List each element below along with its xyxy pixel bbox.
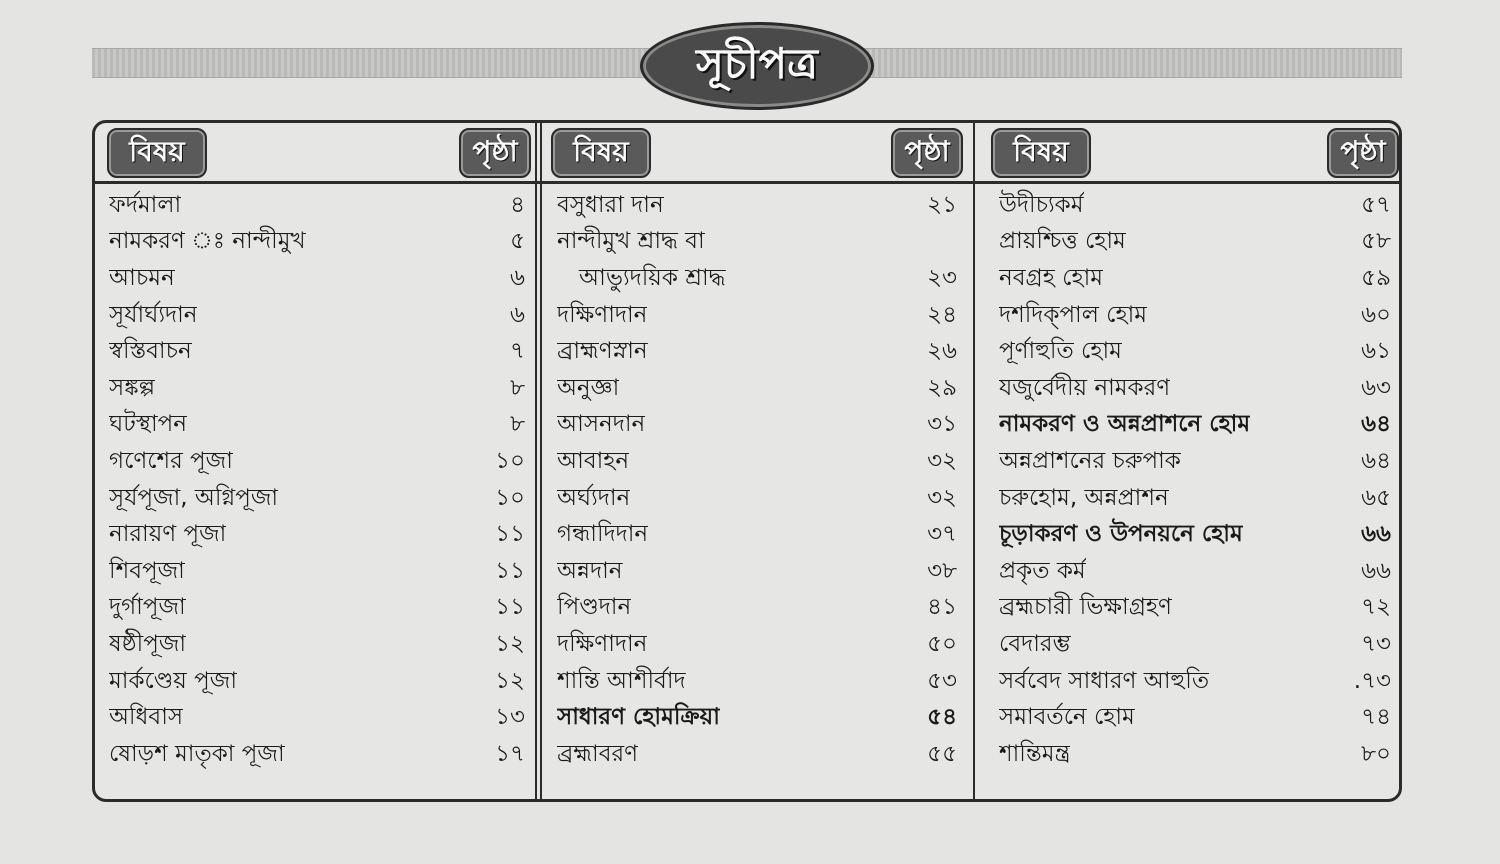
entry-page-number: ৬ [510, 301, 525, 328]
entry-page-number: ২৪ [927, 301, 957, 328]
toc-entry [999, 553, 1391, 590]
toc-entry [109, 699, 525, 736]
entry-page-number: ১৭ [495, 740, 525, 767]
entry-title: চরুহোম, অন্নপ্রাশন [999, 484, 1169, 511]
entry-page-number: ১০ [495, 484, 525, 511]
entry-page-number: ৬৬ [1361, 557, 1391, 584]
entry-page-number: ৬৬ [1361, 521, 1391, 548]
toc-entry [999, 736, 1391, 773]
entry-page-number: ১০ [495, 447, 525, 474]
toc-entry [109, 187, 525, 224]
toc-entry [999, 590, 1391, 627]
toc-entry [557, 626, 957, 663]
entry-title: আচমন [109, 264, 175, 291]
toc-column-1 [109, 187, 525, 797]
toc-entry [557, 224, 957, 261]
entry-page-number: ২১ [927, 191, 957, 218]
entry-page-number: ১৩ [495, 704, 525, 731]
entry-page-number: ৭৩ [1361, 630, 1391, 657]
toc-column-3 [999, 187, 1391, 797]
toc-entry [109, 370, 525, 407]
entry-page-number: ৫৮ [1361, 228, 1391, 255]
column-divider-2 [973, 123, 975, 799]
col2-subject-header: বিষয় [551, 128, 651, 178]
entry-page-number: ৩৭ [927, 521, 957, 548]
col1-subject-header: বিষয় [107, 128, 207, 178]
entry-title: গন্ধাদিদান [557, 521, 649, 548]
toc-entry [109, 443, 525, 480]
entry-title: প্রায়শ্চিত্ত হোম [999, 228, 1126, 255]
toc-entry [557, 699, 957, 736]
entry-page-number: ২৬ [927, 338, 957, 365]
entry-page-number: ৬ [510, 264, 525, 291]
col1-page-header: পৃষ্ঠা [459, 128, 531, 178]
entry-page-number: ৬৪ [1361, 447, 1391, 474]
entry-title: নান্দীমুখ শ্রাদ্ধ বা [557, 228, 705, 255]
entry-title: সাধারণ হোমক্রিয়া [557, 704, 720, 731]
entry-page-number: ৭৪ [1361, 704, 1391, 731]
entry-title: শিবপূজা [109, 557, 185, 584]
toc-entry [999, 443, 1391, 480]
entry-page-number: ৫০ [927, 630, 957, 657]
entry-page-number: ৫৩ [927, 667, 957, 694]
toc-entry [557, 297, 957, 334]
entry-page-number: ২৩ [927, 264, 957, 291]
entry-page-number: ৩৮ [927, 557, 957, 584]
entry-title: অন্নদান [557, 557, 623, 584]
entry-page-number: ৭ [510, 338, 525, 365]
entry-title: প্রকৃত কর্ম [999, 557, 1086, 584]
toc-entry [999, 224, 1391, 261]
entry-page-number: ৩১ [927, 411, 957, 438]
toc-entry [557, 480, 957, 517]
toc-column-2 [557, 187, 957, 797]
toc-entry [557, 663, 957, 700]
entry-page-number: ৮ [510, 411, 525, 438]
entry-title: অনুজ্ঞা [557, 374, 620, 401]
toc-entry [109, 553, 525, 590]
toc-entry [557, 516, 957, 553]
toc-entry [109, 260, 525, 297]
entry-title: সূর্যপূজা, অগ্নিপূজা [109, 484, 279, 511]
entry-title: সমাবর্তনে হোম [999, 704, 1135, 731]
entry-page-number: ৬৩ [1361, 374, 1391, 401]
entry-title: গণেশের পূজা [109, 447, 233, 474]
entry-title: নবগ্রহ হোম [999, 264, 1104, 291]
entry-title: ব্রাহ্মণস্নান [557, 338, 648, 365]
entry-page-number: ৮ [510, 374, 525, 401]
entry-page-number: ১১ [495, 557, 525, 584]
toc-entry [557, 260, 957, 297]
title-badge [640, 22, 874, 110]
entry-title: ষোড়শ মাতৃকা পূজা [109, 740, 285, 767]
toc-entry [557, 443, 957, 480]
entry-title: শান্তি আশীর্বাদ [557, 667, 686, 694]
entry-title: ব্রহ্মাবরণ [557, 740, 639, 767]
entry-title: মার্কণ্ডেয় পূজা [109, 667, 237, 694]
toc-entry [999, 626, 1391, 663]
toc-entry [999, 187, 1391, 224]
toc-entry [109, 224, 525, 261]
toc-entry [999, 663, 1391, 700]
entry-title: ফর্দমালা [109, 191, 182, 218]
toc-entry [109, 736, 525, 773]
toc-entry [557, 187, 957, 224]
entry-page-number: ৫৯ [1361, 264, 1391, 291]
entry-page-number: ১২ [495, 630, 525, 657]
entry-title: শান্তিমন্ত্র [999, 740, 1071, 767]
entry-title: নামকরণ ঃ নান্দীমুখ [109, 228, 306, 255]
entry-title: আবাহন [557, 447, 630, 474]
toc-entry [557, 407, 957, 444]
toc-entry [999, 480, 1391, 517]
toc-entry [109, 480, 525, 517]
entry-page-number: .৭৩ [1353, 667, 1391, 694]
entry-title: সর্ববেদ সাধারণ আহুতি [999, 667, 1210, 694]
entry-page-number: ৩২ [927, 484, 957, 511]
entry-page-number: ১১ [495, 594, 525, 621]
entry-title: আভ্যুদয়িক শ্রাদ্ধ [579, 264, 726, 291]
entry-title: আসনদান [557, 411, 646, 438]
toc-entry [109, 626, 525, 663]
toc-entry [999, 260, 1391, 297]
entry-title: বসুধারা দান [557, 191, 664, 218]
toc-entry [999, 297, 1391, 334]
toc-entry [999, 370, 1391, 407]
entry-title: যজুর্বেদীয় নামকরণ [999, 374, 1171, 401]
toc-entry [999, 407, 1391, 444]
entry-title: দক্ষিণাদান [557, 301, 648, 328]
col3-subject-header: বিষয় [991, 128, 1091, 178]
toc-entry [999, 699, 1391, 736]
toc-entry [557, 333, 957, 370]
toc-entry [999, 516, 1391, 553]
entry-page-number: ৮০ [1361, 740, 1391, 767]
toc-entry [109, 516, 525, 553]
toc-entry [999, 333, 1391, 370]
toc-entry [557, 370, 957, 407]
entry-page-number: ১১ [495, 521, 525, 548]
toc-header [95, 123, 1399, 184]
entry-title: বেদারম্ভ [999, 630, 1071, 657]
entry-title: স্বস্তিবাচন [109, 338, 192, 365]
entry-title: ষষ্ঠীপূজা [109, 630, 187, 657]
col3-page-header: পৃষ্ঠা [1327, 128, 1399, 178]
entry-title: দুর্গাপূজা [109, 594, 186, 621]
entry-title: চূড়াকরণ ও উপনয়নে হোম [999, 521, 1243, 548]
entry-page-number: ৬৫ [1361, 484, 1391, 511]
entry-page-number: ৪ [510, 191, 525, 218]
entry-page-number: ৭২ [1361, 594, 1391, 621]
entry-title: অধিবাস [109, 704, 184, 731]
entry-title: অন্নপ্রাশনের চরুপাক [999, 447, 1181, 474]
entry-title: ব্রহ্মচারী ভিক্ষাগ্রহণ [999, 594, 1172, 621]
toc-entry [109, 333, 525, 370]
toc-entry [557, 736, 957, 773]
toc-entry [109, 407, 525, 444]
toc-entry [557, 590, 957, 627]
column-divider-1 [535, 123, 537, 799]
col2-page-header: পৃষ্ঠা [891, 128, 963, 178]
entry-title: ঘটস্থাপন [109, 411, 187, 438]
entry-page-number: ৫ [510, 228, 525, 255]
toc-entry [109, 590, 525, 627]
entry-title: দশদিক্‌পাল হোম [999, 301, 1148, 328]
entry-title: উদীচ্যকর্ম [999, 191, 1084, 218]
entry-title: পূর্ণাহুতি হোম [999, 338, 1122, 365]
entry-page-number: ৬০ [1361, 301, 1391, 328]
table-of-contents [92, 120, 1402, 802]
toc-entry [557, 553, 957, 590]
entry-title: সঙ্কল্প [109, 374, 155, 401]
entry-page-number: ১২ [495, 667, 525, 694]
entry-page-number: ৪১ [927, 594, 957, 621]
entry-page-number: ৬৪ [1361, 411, 1391, 438]
entry-page-number: ২৯ [927, 374, 957, 401]
entry-title: নামকরণ ও অন্নপ্রাশনে হোম [999, 411, 1251, 438]
toc-entry [109, 297, 525, 334]
toc-entry [109, 663, 525, 700]
entry-page-number: ৫৫ [927, 740, 957, 767]
entry-page-number: ৬১ [1361, 338, 1391, 365]
page-title: সূচীপত্র [696, 38, 818, 88]
entry-title: দক্ষিণাদান [557, 630, 648, 657]
entry-title: নারায়ণ পূজা [109, 521, 227, 548]
entry-title: পিণ্ডদান [557, 594, 632, 621]
entry-page-number: ৩২ [927, 447, 957, 474]
entry-title: সূর্যার্ঘ্যদান [109, 301, 198, 328]
entry-page-number: ৫৪ [927, 704, 957, 731]
entry-title: অর্ঘ্যদান [557, 484, 631, 511]
entry-page-number: ৫৭ [1361, 191, 1391, 218]
